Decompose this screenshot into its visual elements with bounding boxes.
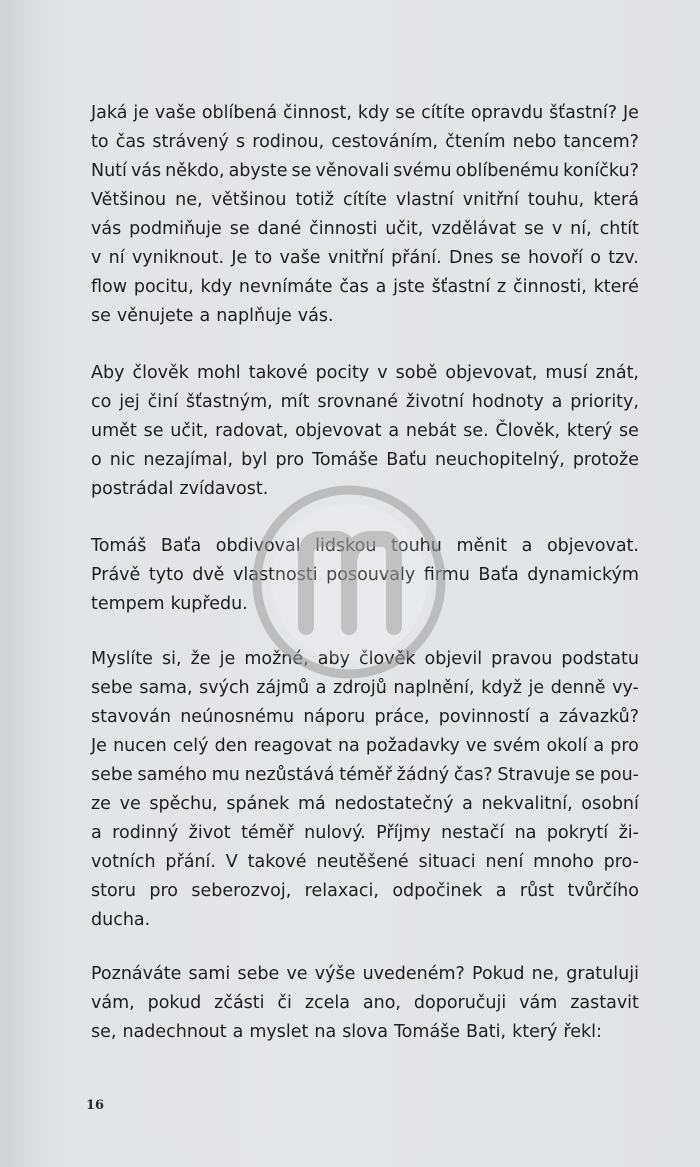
word: pro — [149, 881, 178, 901]
word: to — [91, 132, 109, 152]
word: je — [133, 103, 149, 123]
word: vlastní — [395, 190, 454, 210]
word: a — [538, 707, 550, 727]
word: rodinný — [112, 823, 179, 843]
word: z — [497, 277, 507, 297]
word: měnit — [456, 536, 508, 556]
word: Nutí — [91, 161, 127, 181]
word: hodnoty — [471, 392, 544, 412]
word: sebe — [237, 964, 280, 984]
word: mnoho — [533, 852, 594, 872]
word: oblíbená — [201, 103, 278, 123]
word: životní — [405, 392, 464, 412]
paragraph-2 — [91, 359, 639, 504]
word: pro- — [603, 852, 639, 872]
word: mít — [280, 392, 310, 412]
word: si, — [162, 649, 182, 669]
word: závazků? — [558, 707, 639, 727]
word: se — [500, 248, 521, 268]
text-line — [91, 388, 639, 417]
word: podstatu — [561, 649, 639, 669]
word: Aby — [91, 363, 125, 383]
text-line — [91, 960, 639, 989]
word: svému — [393, 161, 452, 181]
word: priority, — [570, 392, 639, 412]
word: nucen — [113, 736, 167, 756]
word: radovat, — [215, 421, 289, 441]
word: flow — [91, 277, 128, 297]
text-line — [91, 1018, 639, 1047]
text-line — [91, 761, 639, 790]
word: činnost, — [282, 103, 352, 123]
text-line — [91, 790, 639, 819]
word: stavován — [91, 707, 171, 727]
word: které — [593, 277, 639, 297]
word: nulový. — [304, 823, 366, 843]
word: pocitu, — [133, 277, 194, 297]
word: pocity — [315, 363, 370, 383]
word: sama, — [139, 678, 193, 698]
word: která — [593, 190, 639, 210]
word: vnitřní — [327, 248, 384, 268]
text-line — [91, 359, 639, 388]
word: Dnes — [449, 248, 494, 268]
word: to — [254, 248, 273, 268]
paragraph-1 — [91, 99, 639, 331]
word: votních — [91, 852, 156, 872]
word: vlastnosti — [233, 565, 318, 585]
word: chtít — [599, 219, 639, 239]
word: objevovat — [295, 421, 382, 441]
word: Poznáváte — [91, 964, 182, 984]
text-line — [91, 417, 639, 446]
word: ne, — [531, 964, 560, 984]
word: slova — [342, 1022, 388, 1042]
word: čtením — [445, 132, 506, 152]
word: o — [91, 450, 102, 470]
word: Je — [623, 103, 639, 123]
word: život — [188, 823, 231, 843]
word: povinností — [438, 707, 530, 727]
word: nevnímáte — [238, 277, 333, 297]
word: sebe — [91, 765, 133, 785]
word: a — [495, 881, 507, 901]
word: odpočinek — [392, 881, 483, 901]
word: aby — [317, 649, 350, 669]
word: srovnané — [317, 392, 399, 412]
word: se — [91, 306, 111, 326]
word: nadechnout — [122, 1022, 227, 1042]
word: a — [521, 536, 533, 556]
text-line — [91, 906, 639, 935]
word: pokrytí — [546, 823, 609, 843]
word: kupředu. — [170, 594, 248, 614]
word: nebo — [512, 132, 557, 152]
text-line — [91, 215, 639, 244]
word: věnujete — [116, 306, 194, 326]
word: denně — [550, 678, 606, 698]
word: a — [388, 421, 400, 441]
word: Tomáše — [312, 450, 379, 470]
word: tancem? — [563, 132, 639, 152]
word: zastavit — [570, 993, 639, 1013]
word: ve — [465, 736, 487, 756]
word: se. — [463, 421, 489, 441]
word: objevovat, — [445, 363, 538, 383]
word: ne, — [175, 190, 203, 210]
word: Je — [91, 736, 107, 756]
word: hovoří — [527, 248, 583, 268]
word: touhu — [391, 536, 442, 556]
word: zčásti — [214, 993, 265, 1013]
word: zvídavost. — [179, 479, 269, 499]
word: řekl: — [563, 1022, 602, 1042]
word: spěchu, — [149, 794, 218, 814]
word: Jaká — [91, 103, 128, 123]
word: musí — [545, 363, 588, 383]
word: obdivoval — [215, 536, 301, 556]
word: dvě — [192, 565, 225, 585]
word: umět — [91, 421, 137, 441]
paragraph-5 — [91, 960, 639, 1047]
word: možné, — [244, 649, 309, 669]
word: ve — [286, 964, 308, 984]
word: který — [512, 1022, 558, 1042]
word: mohl — [196, 363, 241, 383]
word: šťastní — [431, 277, 491, 297]
text-line — [91, 157, 639, 186]
word: storu — [91, 881, 136, 901]
word: tempem — [91, 594, 165, 614]
word: Většinou — [91, 190, 167, 210]
word: a — [551, 392, 563, 412]
text-line — [91, 877, 639, 906]
word: téměř — [241, 823, 294, 843]
word: s — [235, 132, 246, 152]
word: vám, — [91, 993, 135, 1013]
word: znát, — [595, 363, 639, 383]
word: touhu, — [527, 190, 585, 210]
word: že — [190, 649, 211, 669]
word: posouvaly — [326, 565, 416, 585]
word: relaxaci, — [304, 881, 379, 901]
word: nezůstává — [244, 765, 335, 785]
word: a — [462, 794, 473, 814]
word: co — [91, 392, 112, 412]
text-line — [91, 186, 639, 215]
word: ze — [91, 794, 111, 814]
word: vaše — [154, 103, 196, 123]
word: činnosti, — [513, 277, 587, 297]
word: opravdu — [470, 103, 544, 123]
word: Pokud — [472, 964, 525, 984]
word: Baťa — [478, 565, 519, 585]
word: nedostatečný — [334, 794, 454, 814]
word: nestačí — [441, 823, 505, 843]
word: firmu — [423, 565, 470, 585]
word: tzv. — [608, 248, 639, 268]
word: den — [214, 736, 248, 756]
word: je — [219, 649, 236, 669]
word: dynamickým — [527, 565, 639, 585]
word: a — [375, 277, 387, 297]
word: většinou — [211, 190, 287, 210]
word: na — [337, 736, 360, 756]
word: v — [91, 248, 102, 268]
word: Stravuje — [497, 765, 571, 785]
word: vaše — [279, 248, 321, 268]
word: práce, — [374, 707, 430, 727]
word: Baťa — [160, 536, 202, 556]
word: pravou — [491, 649, 553, 669]
word: věnovali — [315, 161, 390, 181]
word: a — [593, 736, 605, 756]
word: jej — [119, 392, 140, 412]
word: Člověk, — [495, 421, 561, 441]
word: a — [91, 823, 102, 843]
text-line — [91, 989, 639, 1018]
word: a — [315, 678, 327, 698]
word: pokud — [147, 993, 202, 1013]
word: rodinou, — [252, 132, 325, 152]
word: objevovat. — [546, 536, 639, 556]
word: takové — [248, 363, 308, 383]
word: gratuluji — [566, 964, 639, 984]
word: nebát — [405, 421, 457, 441]
word: neutěšené — [316, 852, 409, 872]
word: vás. — [297, 306, 334, 326]
word: růst — [519, 881, 555, 901]
word: naplňuje — [216, 306, 292, 326]
word: činnosti — [309, 219, 378, 239]
word: téměř — [339, 765, 392, 785]
word: se — [291, 161, 312, 181]
word: je — [528, 678, 545, 698]
word: požadavky — [365, 736, 460, 756]
word: člověk — [132, 363, 189, 383]
word: objevil — [424, 649, 483, 669]
word: Tomáše — [393, 1022, 461, 1042]
word: cítíte — [343, 190, 387, 210]
word: mu — [211, 765, 240, 785]
word: má — [297, 794, 326, 814]
word: postrádal — [91, 479, 174, 499]
word: takové — [247, 852, 307, 872]
text-line — [91, 128, 639, 157]
word: čas — [339, 277, 369, 297]
word: dané — [257, 219, 302, 239]
word: nic — [109, 450, 136, 470]
word: Myslíte — [91, 649, 153, 669]
word: vám — [519, 993, 558, 1013]
word: se, — [91, 1022, 117, 1042]
word: pro — [610, 736, 639, 756]
word: nekvalitní, — [481, 794, 573, 814]
text-line — [91, 532, 639, 561]
word: náporu — [303, 707, 366, 727]
text-line — [91, 99, 639, 128]
word: ži- — [618, 823, 639, 843]
text-line — [91, 273, 639, 302]
word: čas? — [453, 765, 493, 785]
word: není — [485, 852, 524, 872]
word: celý — [172, 736, 209, 756]
word: Právě — [91, 565, 141, 585]
word: Tomáš — [91, 536, 147, 556]
text-line — [91, 244, 639, 273]
word: svých — [199, 678, 250, 698]
word: oblíbenému — [455, 161, 560, 181]
word: neuchopitelný, — [434, 450, 565, 470]
word: učit, — [170, 421, 209, 441]
word: někdo, — [165, 161, 225, 181]
word: abyste — [228, 161, 288, 181]
word: zájmů — [256, 678, 310, 698]
word: situaci — [418, 852, 476, 872]
word: kdy — [200, 277, 233, 297]
word: se — [524, 219, 544, 239]
word: totiž — [295, 190, 334, 210]
word: svém — [493, 736, 541, 756]
word: tvůrčího — [567, 881, 639, 901]
word: doporučuji — [413, 993, 507, 1013]
word: ní, — [570, 219, 592, 239]
text-line — [91, 561, 639, 590]
word: Bati, — [466, 1022, 507, 1042]
word: cítíte — [421, 103, 465, 123]
word: myslet — [249, 1022, 309, 1042]
text-line — [91, 848, 639, 877]
word: a — [232, 1022, 244, 1042]
word: který — [566, 421, 613, 441]
word: žádný — [396, 765, 450, 785]
word: jste — [393, 277, 425, 297]
word: se — [619, 421, 639, 441]
word: koníčku? — [563, 161, 639, 181]
word: či — [277, 993, 292, 1013]
word: reagovat — [253, 736, 332, 756]
word: osobní — [581, 794, 639, 814]
word: vnitřní — [462, 190, 519, 210]
word: Je — [231, 248, 248, 268]
word: seberozvoj, — [191, 881, 292, 901]
word: vyniknout. — [131, 248, 225, 268]
word: cestováním, — [331, 132, 439, 152]
word: V — [225, 852, 238, 872]
word: samého — [137, 765, 207, 785]
word: protože — [572, 450, 639, 470]
word: přání. — [165, 852, 216, 872]
word: byl — [241, 450, 268, 470]
word: Baťu — [386, 450, 427, 470]
text-line — [91, 732, 639, 761]
word: ve — [119, 794, 141, 814]
word: okolí — [546, 736, 588, 756]
word: šťastným, — [186, 392, 273, 412]
word: se — [143, 421, 164, 441]
word: v — [551, 219, 563, 239]
word: spánek — [226, 794, 290, 814]
word: vy- — [612, 678, 639, 698]
word: činí — [147, 392, 179, 412]
paragraph-3 — [91, 532, 639, 619]
word: učit, — [385, 219, 424, 239]
word: tyto — [148, 565, 184, 585]
text-line — [91, 590, 639, 619]
word: když — [481, 678, 522, 698]
word: vzdělávat — [431, 219, 517, 239]
word: kdy — [357, 103, 390, 123]
word: na — [514, 823, 537, 843]
page-number: 16 — [86, 1098, 105, 1113]
word: ano, — [362, 993, 401, 1013]
text-line — [91, 645, 639, 674]
text-line — [91, 302, 639, 331]
word: pro — [275, 450, 305, 470]
word: zcela — [304, 993, 350, 1013]
word: zdrojů — [333, 678, 387, 698]
word: člověk — [359, 649, 416, 669]
word: přání. — [391, 248, 442, 268]
word: o — [590, 248, 601, 268]
word: podmiňuje — [129, 219, 222, 239]
word: ní — [108, 248, 125, 268]
word: Příjmy — [376, 823, 431, 843]
word: na — [314, 1022, 337, 1042]
text-line — [91, 819, 639, 848]
word: se — [395, 103, 416, 123]
word: čas — [115, 132, 146, 152]
word: se — [575, 765, 596, 785]
paragraph-4 — [91, 645, 639, 935]
word: se — [229, 219, 250, 239]
word: pou- — [599, 765, 639, 785]
word: sebe — [91, 678, 133, 698]
text-line — [91, 475, 639, 504]
word: sobě — [395, 363, 438, 383]
word: neúnosnému — [180, 707, 295, 727]
word: naplnění, — [393, 678, 475, 698]
word: výše — [314, 964, 356, 984]
word: sami — [188, 964, 231, 984]
word: ducha. — [91, 910, 151, 930]
word: šťastní? — [549, 103, 618, 123]
text-line — [91, 446, 639, 475]
word: a — [199, 306, 211, 326]
word: v — [377, 363, 388, 383]
word: vás — [130, 161, 162, 181]
word: strávený — [152, 132, 229, 152]
text-line — [91, 674, 639, 703]
word: nezajímal, — [143, 450, 234, 470]
word: lidskou — [315, 536, 377, 556]
word: vás — [91, 219, 122, 239]
text-line — [91, 703, 639, 732]
word: uvedeném? — [362, 964, 465, 984]
